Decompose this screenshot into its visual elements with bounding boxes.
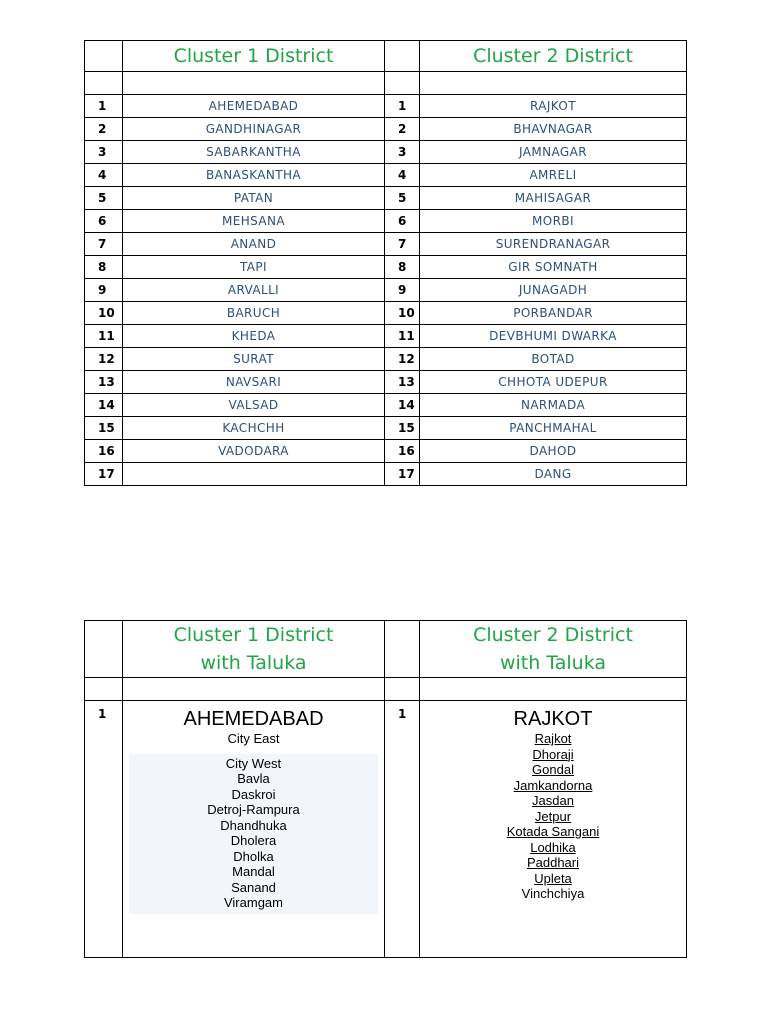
- cluster1-taluka-header: [123, 621, 385, 678]
- blank-row: [85, 72, 687, 95]
- table-row: [85, 256, 687, 279]
- header-num-cell: [385, 621, 420, 678]
- district-name: NAVSARI: [123, 371, 385, 394]
- district-name: RAJKOT: [420, 95, 687, 118]
- blank-cell: [385, 678, 420, 701]
- blank-cell: [123, 678, 385, 701]
- taluka-link[interactable]: Lodhika: [530, 839, 576, 855]
- district-name: CHHOTA UDEPUR: [420, 371, 687, 394]
- table-row: [85, 118, 687, 141]
- taluka-name: Daskroi: [231, 786, 276, 802]
- district-name: KACHCHH: [123, 417, 385, 440]
- blank-cell: [123, 72, 385, 95]
- taluka-link-row: [420, 731, 686, 747]
- blank-cell: [85, 678, 123, 701]
- table-row: [85, 417, 687, 440]
- header-num-cell: [385, 41, 420, 72]
- taluka-link[interactable]: Kotada Sangani: [506, 824, 600, 839]
- district-name: ARVALLI: [123, 279, 385, 302]
- cluster2-taluka-cell: [420, 701, 687, 958]
- taluka-link-row: [420, 809, 686, 825]
- taluka-name: Sanand: [231, 879, 276, 895]
- row-number: 13: [85, 371, 123, 394]
- row-number: 2: [385, 118, 420, 141]
- row-number: 16: [85, 440, 123, 463]
- table-row: [85, 141, 687, 164]
- taluka-name: Dhandhuka: [220, 817, 287, 833]
- district-name: DANG: [420, 463, 687, 486]
- cluster1-header: Cluster 1 District: [123, 41, 385, 72]
- taluka-link[interactable]: Dhoraji: [532, 746, 574, 762]
- taluka-link[interactable]: Upleta: [534, 870, 572, 886]
- taluka-name: City East: [227, 731, 280, 746]
- row-number: 7: [385, 233, 420, 256]
- district-name: NARMADA: [420, 394, 687, 417]
- table-row: [85, 233, 687, 256]
- taluka-link-row: [420, 824, 686, 840]
- header-row: [85, 621, 687, 678]
- district-name: BHAVNAGAR: [420, 118, 687, 141]
- cluster2-taluka-header: [420, 621, 687, 678]
- header-line: Cluster 2 District: [473, 624, 633, 646]
- district-name: SURENDRANAGAR: [420, 233, 687, 256]
- taluka-name: Dholera: [230, 833, 277, 848]
- row-number: 10: [385, 302, 420, 325]
- row-number: 4: [85, 164, 123, 187]
- district-name: MAHISAGAR: [420, 187, 687, 210]
- district-name: SABARKANTHA: [123, 141, 385, 164]
- district-name: JAMNAGAR: [420, 141, 687, 164]
- taluka-link[interactable]: Gondal: [532, 762, 574, 777]
- taluka-link-row: [420, 855, 686, 871]
- district-name: PANCHMAHAL: [420, 417, 687, 440]
- district-name: MORBI: [420, 210, 687, 233]
- row-number: 11: [85, 325, 123, 348]
- table-row: [85, 302, 687, 325]
- taluka-link[interactable]: Paddhari: [526, 855, 580, 870]
- district-name: BARUCH: [123, 302, 385, 325]
- district-name: [123, 463, 385, 486]
- district-name: GANDHINAGAR: [123, 118, 385, 141]
- blank-cell: [420, 678, 687, 701]
- row-number: 9: [85, 279, 123, 302]
- blank-row: [85, 678, 687, 701]
- district-name: KHEDA: [123, 325, 385, 348]
- district-name: PORBANDAR: [420, 302, 687, 325]
- row-number: 5: [385, 187, 420, 210]
- district-name: DAHOD: [420, 440, 687, 463]
- table-row: [85, 440, 687, 463]
- taluka-name: City West: [225, 755, 282, 771]
- row-number: 1: [385, 95, 420, 118]
- district-name: BANASKANTHA: [123, 164, 385, 187]
- district-name: DEVBHUMI DWARKA: [420, 325, 687, 348]
- row-number: 9: [385, 279, 420, 302]
- district-name: AHEMEDABAD: [123, 95, 385, 118]
- blank-cell: [385, 72, 420, 95]
- header-num-cell: [85, 621, 123, 678]
- cluster-taluka-table: [84, 620, 687, 958]
- district-name: JUNAGADH: [420, 279, 687, 302]
- row-number: 12: [385, 348, 420, 371]
- blank-cell: [85, 72, 123, 95]
- header-line: with Taluka: [200, 652, 307, 674]
- taluka-link[interactable]: Jamkandorna: [513, 777, 593, 793]
- row-number: 15: [85, 417, 123, 440]
- taluka-list: [420, 731, 686, 902]
- row-number: 2: [85, 118, 123, 141]
- row-number: 13: [385, 371, 420, 394]
- taluka-name: Dholka: [233, 848, 274, 864]
- row-number: 12: [85, 348, 123, 371]
- row-number: 5: [85, 187, 123, 210]
- district-name: MEHSANA: [123, 210, 385, 233]
- taluka-link-row: [420, 747, 686, 763]
- district-name: AHEMEDABAD: [183, 708, 324, 730]
- taluka-name: Mandal: [232, 864, 275, 879]
- header-line: Cluster 1 District: [173, 624, 334, 646]
- taluka-link-row: [420, 778, 686, 794]
- cluster-taluka-table-body: [85, 621, 687, 958]
- taluka-link-row: [420, 793, 686, 809]
- taluka-name: Detroj-Rampura: [207, 802, 300, 817]
- table-row: [85, 187, 687, 210]
- row-number: 6: [385, 210, 420, 233]
- district-name: VADODARA: [123, 440, 385, 463]
- header-num-cell: [85, 41, 123, 72]
- taluka-link[interactable]: Jasdan: [532, 793, 574, 808]
- row-number: 8: [85, 256, 123, 279]
- table-row: [85, 164, 687, 187]
- taluka-name: Viramgam: [223, 895, 283, 910]
- cluster1-taluka-cell: [123, 701, 385, 958]
- row-number: 15: [385, 417, 420, 440]
- row-number: 7: [85, 233, 123, 256]
- row-number: 14: [85, 394, 123, 417]
- district-name: VALSAD: [123, 394, 385, 417]
- row-number: 10: [85, 302, 123, 325]
- district-name: AMRELI: [420, 164, 687, 187]
- district-name: GIR SOMNATH: [420, 256, 687, 279]
- blank-cell: [420, 72, 687, 95]
- row-number: 11: [385, 325, 420, 348]
- district-name: TAPI: [123, 256, 385, 279]
- row-number: 6: [85, 210, 123, 233]
- district-name: RAJKOT: [513, 708, 593, 730]
- row-number: 14: [385, 394, 420, 417]
- row-number: 3: [385, 141, 420, 164]
- row-number: 17: [385, 463, 420, 486]
- cluster-district-table-body: [85, 41, 687, 486]
- taluka-link[interactable]: Rajkot: [534, 731, 572, 746]
- row-number: 1: [85, 95, 123, 118]
- row-number: 3: [85, 141, 123, 164]
- taluka-highlight-block: [129, 754, 378, 914]
- taluka-link[interactable]: Jetpur: [534, 808, 572, 824]
- table-row: [85, 210, 687, 233]
- table-row: [85, 394, 687, 417]
- table-row: [85, 463, 687, 486]
- taluka-link-row: [420, 871, 686, 887]
- district-name: PATAN: [123, 187, 385, 210]
- table-row: [85, 279, 687, 302]
- cluster2-header: Cluster 2 District: [420, 41, 687, 72]
- row-number: 8: [385, 256, 420, 279]
- row-number: 17: [85, 463, 123, 486]
- table-row: [85, 95, 687, 118]
- district-name: ANAND: [123, 233, 385, 256]
- row-number: 4: [385, 164, 420, 187]
- table-row: [85, 348, 687, 371]
- row-number: 16: [385, 440, 420, 463]
- row-number: 1: [85, 701, 123, 958]
- district-name: SURAT: [123, 348, 385, 371]
- taluka-link-row: [420, 762, 686, 778]
- table-row: [85, 325, 687, 348]
- header-row: [85, 41, 687, 72]
- row-number: 1: [385, 701, 420, 958]
- table-row: [85, 371, 687, 394]
- taluka-name: Vinchchiya: [521, 886, 585, 901]
- district-name: BOTAD: [420, 348, 687, 371]
- taluka-name: Bavla: [237, 771, 270, 786]
- taluka-link-row: [420, 840, 686, 856]
- header-line: with Taluka: [499, 652, 607, 674]
- taluka-row: [85, 701, 687, 958]
- cluster-district-table: [84, 40, 687, 486]
